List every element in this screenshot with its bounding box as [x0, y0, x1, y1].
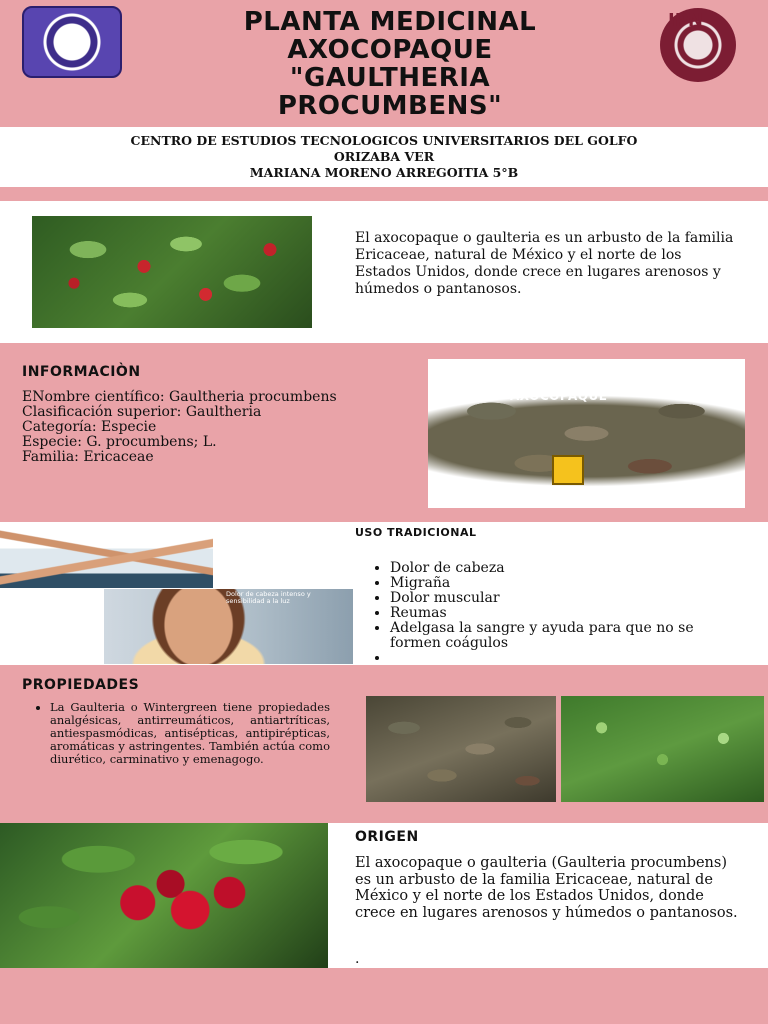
informacion-list [22, 390, 389, 465]
uso-list [372, 561, 742, 666]
dried-leaves-closeup [366, 696, 556, 802]
school-location: ORIZABA VER [333, 149, 435, 164]
university-logo [22, 6, 122, 78]
dried-leaves-photo [428, 359, 745, 508]
uso-item: • Adelgasa la sangre y ayuda para que no se formen coágulos [390, 621, 742, 651]
berries-photo [0, 823, 328, 968]
origen-text: El axocopaque o gaulteria (Gaulteria procumbens) es un arbusto de la familia Ericaceae, natural de México y el norte de los Estados Unidos, donde crece en lugares arenosos y húmedos o pantanosos. [355, 855, 738, 921]
propiedades-item: • La Gaulteria o Wintergreen tiene propiedades analgésicas, antirreumáticos, antiartríticas, antiespasmódicas, antisépticas, antipirépticas, aromáticas y astringentes. También actúa como diurético, carminativo y emenagogo. [50, 701, 330, 766]
school-name: CENTRO DE ESTUDIOS TECNOLOGICOS UNIVERSITARIOS DEL GOLFO [130, 133, 638, 148]
info-line: Familia: Ericaceae [22, 449, 154, 465]
plant-photo [32, 216, 312, 328]
uso-item: • Reumas [390, 606, 742, 621]
uso-item: • Migraña [390, 576, 742, 591]
uso-item: • Dolor de cabeza [390, 561, 742, 576]
uso-item [390, 651, 742, 666]
ipn-logo-text: IPN [668, 10, 703, 31]
title-line: "GAULTHERIA [289, 63, 491, 93]
title-line: PLANTA MEDICINAL [243, 7, 537, 37]
intro-text: El axocopaque o gaulteria es un arbusto de la familia Ericaceae, natural de México y el norte de los Estados Unidos, donde crece en lugares arenosos y húmedos o pantanosos. [355, 230, 734, 297]
title-line: PROCUMBENS" [277, 91, 503, 121]
info-line: ENombre científico: Gaultheria procumbens [22, 389, 337, 405]
propiedades-heading: PROPIEDADES [22, 677, 140, 693]
leg-pain-photo [0, 522, 213, 588]
informacion-heading: INFORMACIÒN [22, 364, 141, 380]
image-caption: AXOCOPAQUE [510, 389, 608, 403]
origen-trailing: . [355, 951, 360, 967]
author-name: MARIANA MORENO ARREGOITIA 5°B [249, 165, 519, 180]
uso-item: • Dolor muscular [390, 591, 742, 606]
headache-caption: Dolor de cabeza intenso y sensibilidad a la luz [226, 590, 311, 605]
uso-heading: USO TRADICIONAL [355, 526, 477, 539]
subtitle [20, 133, 748, 181]
propiedades-list [30, 701, 330, 766]
title-line: AXOCOPAQUE [287, 35, 493, 65]
shrub-photo [561, 696, 764, 802]
info-line: Categoría: Especie [22, 419, 157, 435]
info-line: Clasificación superior: Gaultheria [22, 404, 262, 420]
page-title [120, 8, 660, 120]
info-line: Especie: G. procumbens; L. [22, 434, 217, 450]
label-sticker [552, 455, 584, 485]
headache-photo [104, 589, 353, 664]
origen-heading: ORIGEN [355, 829, 419, 845]
